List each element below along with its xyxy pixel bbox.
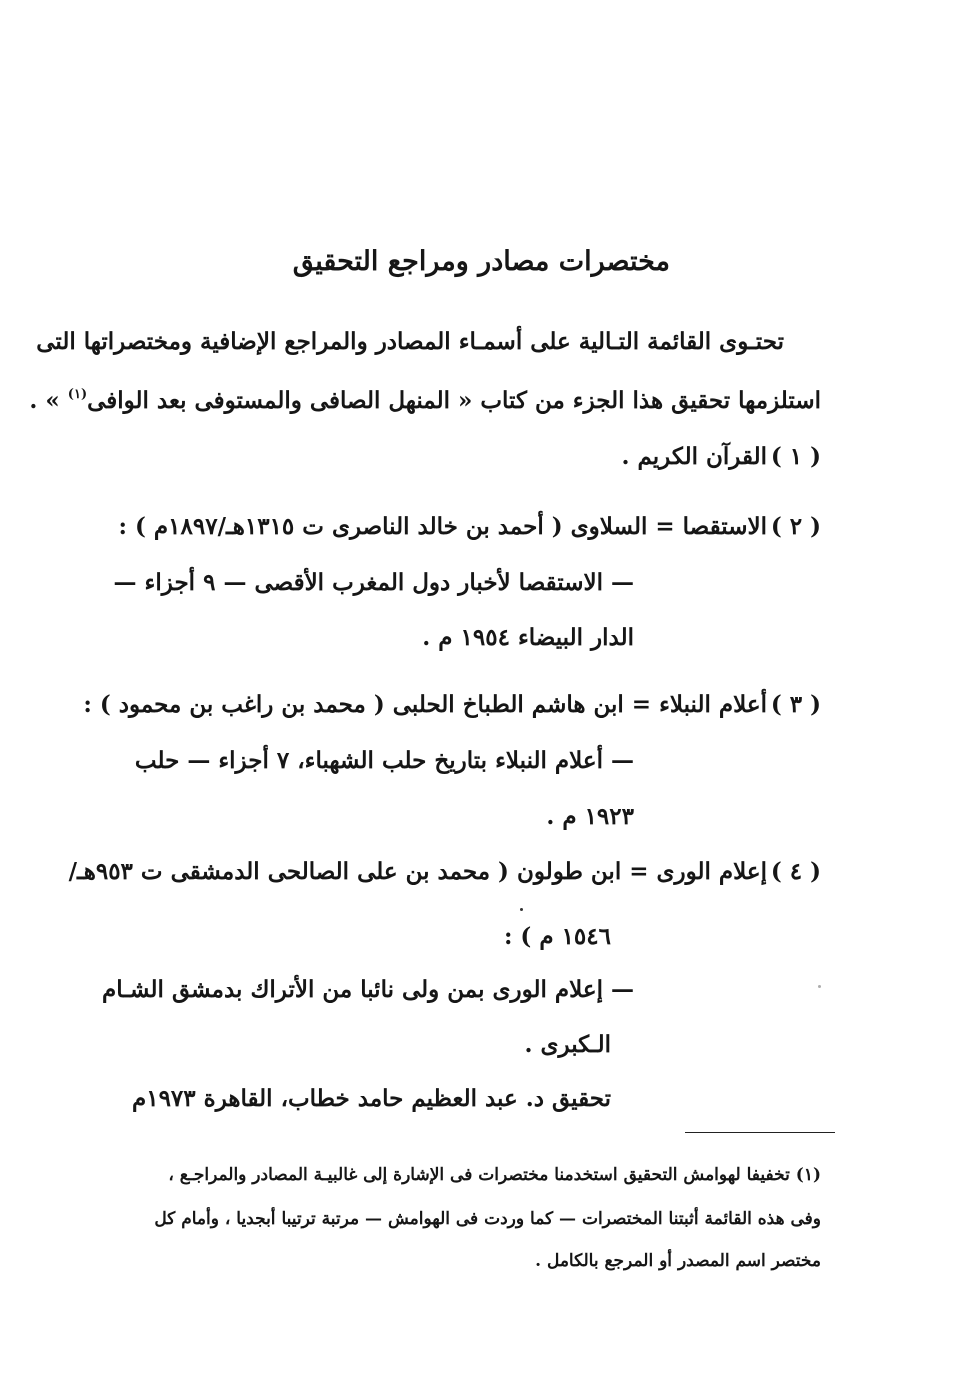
footnote-marker: (١) <box>67 387 88 402</box>
entry-4-line-4: الـكبرى . <box>524 1031 611 1058</box>
page-title: مختصرات مصادر ومراجع التحقيق <box>292 246 670 277</box>
footnote-line-1: (١) تخفيفا لهوامش التحقيق استخدمنا مختصرات فى الإشارة إلى غالبيـة المصادر والمراجـع ، <box>168 1165 821 1185</box>
scan-speck <box>818 985 821 988</box>
entry-text: إعلام الورى = ابن طولون ( محمد بن على الصالحى الدمشقى ت ٩٥٣هـ/ <box>68 858 767 885</box>
scan-speck <box>520 908 523 911</box>
entry-number: ( ٣ ) <box>770 691 821 718</box>
footnote-divider <box>685 1132 835 1133</box>
entry-text: الاستقصا = السلاوى ( أحمد بن خالد الناصرى ت ١٣١٥هـ/١٨٩٧م ) : <box>118 513 767 540</box>
footnote-line-2: وفى هذه القائمة أثبتنا المختصرات — كما وردت فى الهوامش — مرتبة ترتيبا أبجديا ، وأمام كل <box>154 1209 821 1229</box>
footnote-line-3: مختصر اسم المصدر أو المرجع بالكامل . <box>535 1251 821 1271</box>
entry-number: ( ٤ ) <box>770 858 821 885</box>
entry-4-line-3: — إعلام الورى بمن ولى نائبا من الأتراك بدمشق الشـام <box>102 976 634 1003</box>
entry-text: أعلام النبلاء = ابن هاشم الطباخ الحلبى ( محمد بن راغب بن محمود ) : <box>83 691 767 718</box>
entry-4 <box>69 855 821 889</box>
intro-line-1: تحتـوى القائمة التـالية على أسمـاء المصادر والمراجع الإضافية ومختصراتها التى <box>36 328 784 355</box>
entry-number: ( ١ ) <box>770 443 821 470</box>
entry-2 <box>119 510 821 544</box>
entry-2-line-2: — الاستقصا لأخبار دول المغرب الأقصى — ٩ أجزاء — <box>113 569 634 596</box>
intro-line-2-text: استلزمها تحقيق هذا الجزء من كتاب « المنهل الصافى والمستوفى بعد الوافى <box>87 387 821 414</box>
entry-text: القرآن الكريم . <box>621 443 767 470</box>
entry-4-line-5: تحقيق د. عبد العظيم حامد خطاب، القاهرة ١٩٧٣م <box>131 1085 611 1112</box>
intro-line-2 <box>29 378 821 418</box>
entry-4-line-2: ١٥٤٦ م ) : <box>503 923 611 950</box>
intro-line-2-end: » . <box>29 387 60 414</box>
entry-3 <box>83 688 821 722</box>
entry-1 <box>621 440 821 474</box>
entry-2-line-3: الدار البيضاء ١٩٥٤ م . <box>422 624 634 651</box>
entry-3-line-3: ١٩٢٣ م . <box>546 803 634 830</box>
entry-number: ( ٢ ) <box>770 513 821 540</box>
entry-3-line-2: — أعلام النبلاء بتاريخ حلب الشهباء، ٧ أجزاء — حلب <box>134 747 634 774</box>
